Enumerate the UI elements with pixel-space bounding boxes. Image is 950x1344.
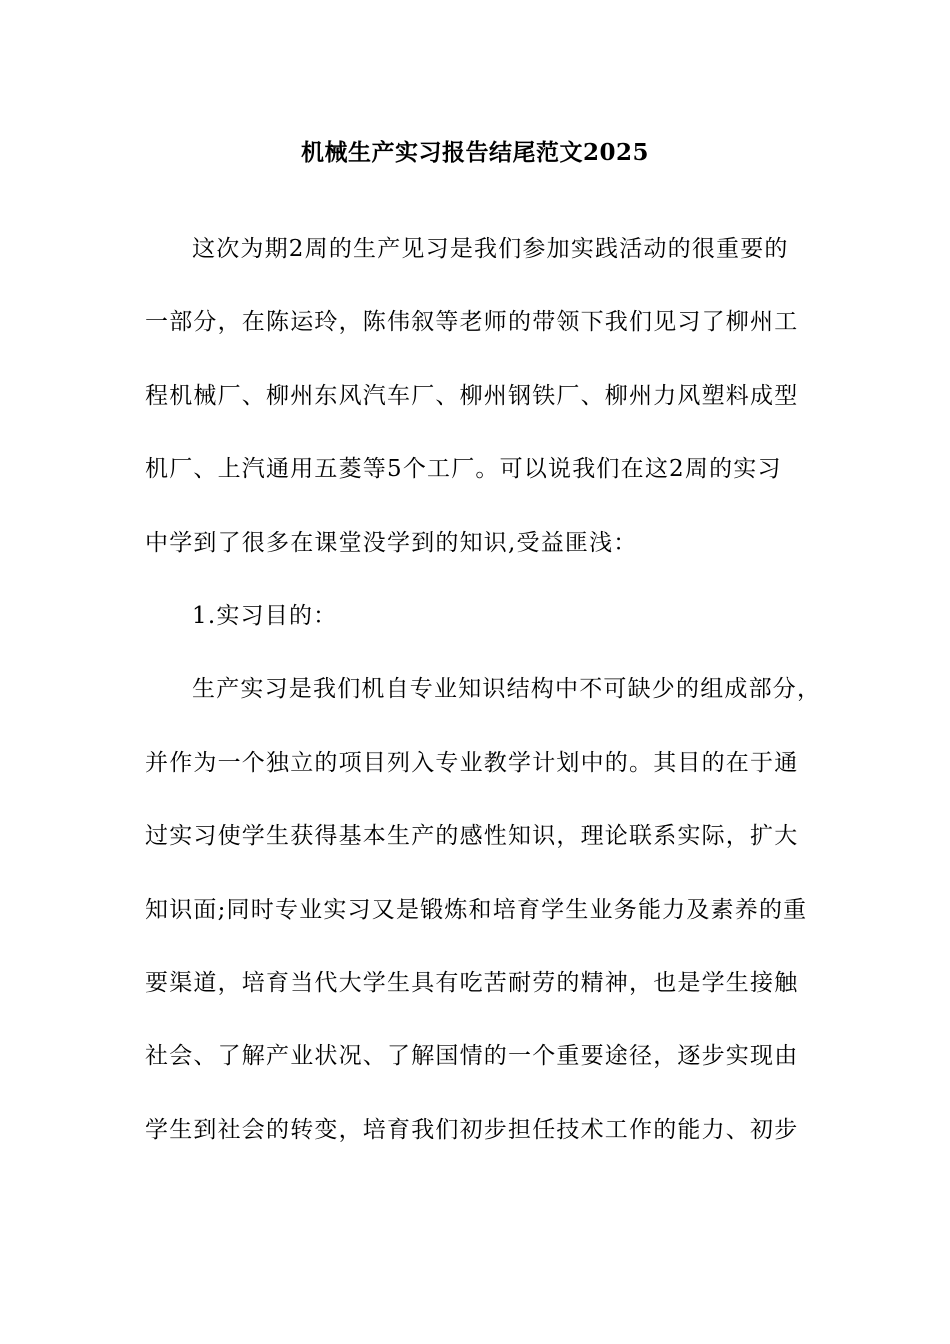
- paragraph-line: 机厂、上汽通用五菱等5个工厂。可以说我们在这2周的实习: [145, 456, 782, 483]
- paragraph-line: 这次为期2周的生产见习是我们参加实践活动的很重要的: [192, 236, 789, 262]
- document-body: [145, 229, 822, 1183]
- paragraph-line: 知识面;同时专业实习又是锻炼和培育学生业务能力及素养的重: [145, 896, 808, 923]
- paragraph-line: 学生到社会的转变，培育我们初步担任技术工作的能力、初步: [145, 1116, 799, 1143]
- document-title: 机械生产实习报告结尾范文2025: [300, 139, 649, 166]
- paragraph-line: 一部分，在陈运玲，陈伟叙等老师的带领下我们见习了柳州工: [145, 309, 799, 336]
- section-heading: 1.实习目的：: [192, 602, 338, 629]
- paragraph-line: 过实习使学生获得基本生产的感性知识，理论联系实际，扩大: [145, 823, 799, 850]
- paragraph-line: 要渠道，培育当代大学生具有吃苦耐劳的精神，也是学生接触: [145, 969, 799, 996]
- paragraph-line: 程机械厂、柳州东风汽车厂、柳州钢铁厂、柳州力风塑料成型: [145, 382, 799, 409]
- paragraph-line: 生产实习是我们机自专业知识结构中不可缺少的组成部分，: [192, 676, 822, 703]
- paragraph-line: 中学到了很多在课堂没学到的知识,受益匪浅：: [145, 529, 638, 556]
- paragraph-line: 社会、了解产业状况、了解国情的一个重要途径，逐步实现由: [145, 1043, 799, 1070]
- paragraph-line: 并作为一个独立的项目列入专业教学计划中的。其目的在于通: [145, 749, 799, 776]
